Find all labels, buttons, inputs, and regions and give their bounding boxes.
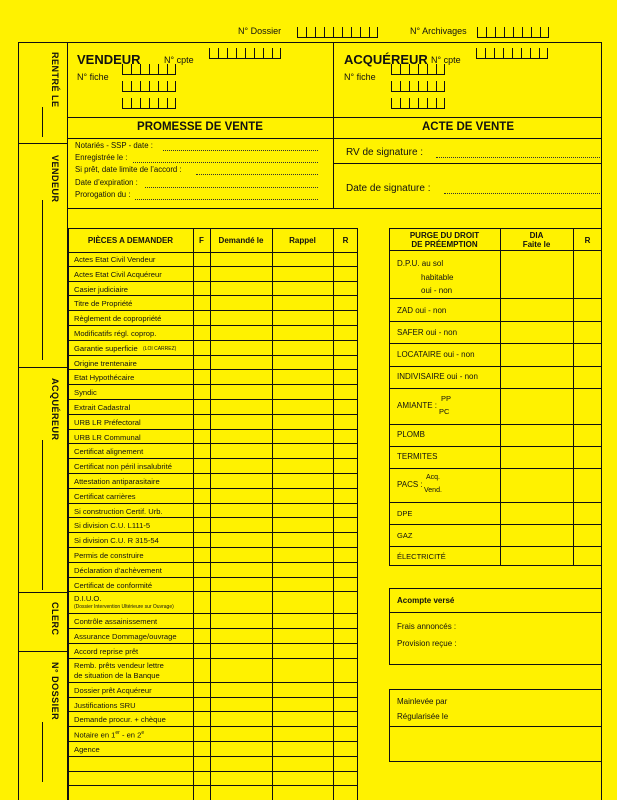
- piece-row[interactable]: [68, 444, 357, 459]
- acquereur-title: ACQUÉREUR: [344, 52, 428, 67]
- piece-label: Déclaration d’achèvement: [74, 565, 162, 575]
- piece-label: Syndic: [74, 388, 97, 398]
- piece-row[interactable]: [68, 326, 357, 341]
- piece-row[interactable]: [68, 712, 357, 727]
- side-label-rentre-le: RENTRÉ LE: [50, 52, 60, 108]
- piece-label: Etat Hypothécaire: [74, 373, 135, 383]
- piece-row[interactable]: [68, 252, 357, 267]
- piece-row[interactable]: [68, 578, 357, 593]
- promesse-input-expiration[interactable]: [145, 187, 318, 188]
- piece-row-diuo[interactable]: [68, 592, 357, 614]
- acte-input-rv[interactable]: [436, 157, 600, 158]
- piece-label: Titre de Propriété: [74, 299, 133, 309]
- piece-row[interactable]: [68, 400, 357, 415]
- side-label-clerc: CLERC: [50, 602, 60, 636]
- purge-pacs: PACS :: [397, 480, 423, 489]
- acte-field-date: Date de signature :: [346, 183, 431, 194]
- piece-label: Certificat de conformité: [74, 580, 153, 590]
- piece-row[interactable]: [68, 385, 357, 400]
- piece-label: Actes Etat Civil Acquéreur: [74, 269, 162, 279]
- vendeur-fiche-boxes-1[interactable]: [122, 64, 176, 75]
- purge-amiante-pc: PC: [439, 407, 450, 416]
- purge-amiante: AMIANTE :: [397, 401, 438, 410]
- piece-label: Si division C.U. L111-5: [74, 521, 151, 531]
- pieces-header-name: PIÈCES A DEMANDER: [87, 236, 174, 245]
- acte-input-date[interactable]: [444, 193, 600, 194]
- piece-label: Notaire en 1er - en 2e: [74, 730, 145, 740]
- piece-row[interactable]: [68, 370, 357, 385]
- piece-label: Certificat alignement: [74, 447, 144, 457]
- piece-row[interactable]: [68, 282, 357, 297]
- piece-note: (Dossier Intervention Ultérieure sur Ouvrage): [74, 604, 174, 611]
- acte-title: ACTE DE VENTE: [421, 121, 514, 133]
- piece-label: Si division C.U. R 315-54: [74, 536, 159, 546]
- pieces-header-rappel: Rappel: [289, 236, 316, 245]
- piece-row[interactable]: [68, 311, 357, 326]
- acompte-frais[interactable]: Frais annoncés :: [397, 622, 457, 631]
- piece-label: Assurance Dommage/ouvrage: [74, 632, 177, 642]
- archivages-number-boxes[interactable]: [477, 27, 549, 38]
- acquereur-cpte-boxes[interactable]: [476, 48, 548, 59]
- promesse-input-prorogation[interactable]: [135, 199, 318, 200]
- promesse-input-ssp[interactable]: [163, 150, 318, 151]
- piece-label: Certificat carrières: [74, 491, 136, 501]
- purge-locataire: LOCATAIRE oui - non: [397, 350, 475, 359]
- piece-label: Règlement de copropriété: [74, 314, 162, 324]
- piece-row-empty[interactable]: [68, 757, 357, 772]
- piece-row[interactable]: [68, 698, 357, 713]
- promesse-field-expiration: Date d’expiration :: [75, 178, 138, 187]
- promesse-input-pret[interactable]: [196, 174, 318, 175]
- purge-termites: TERMITES: [397, 452, 438, 461]
- piece-label: Attestation antiparasitaire: [74, 477, 160, 486]
- piece-label: Permis de construire: [74, 551, 144, 560]
- piece-label: Accord reprise prêt: [74, 647, 139, 656]
- pieces-header-f: F: [199, 236, 204, 245]
- pieces-header-r: R: [342, 236, 349, 245]
- purge-header-main: PURGE DU DROIT DE PRÉEMPTION: [409, 231, 480, 249]
- piece-label: URB LR Préfectoral: [74, 417, 141, 427]
- purge-header-r: R: [584, 236, 591, 245]
- piece-row[interactable]: [68, 518, 357, 533]
- piece-label: Certificat non péril insalubrité: [74, 462, 172, 472]
- piece-label: D.I.U.O.: [74, 594, 102, 604]
- acquereur-fiche-boxes-2[interactable]: [391, 81, 445, 92]
- piece-row[interactable]: [68, 548, 357, 563]
- acquereur-fiche-boxes-3[interactable]: [391, 98, 445, 109]
- vendeur-cpte-label: N° cpte: [164, 55, 194, 65]
- piece-row[interactable]: [68, 563, 357, 578]
- purge-dpe: DPE: [397, 509, 413, 518]
- promesse-field-pret: Si prêt, date limite de l’accord :: [75, 165, 182, 174]
- piece-label: Contrôle assainissement: [74, 617, 158, 627]
- piece-label: Justifications SRU: [74, 700, 136, 710]
- purge-dpu: D.P.U. au sol habitable oui - non: [397, 259, 454, 295]
- piece-row[interactable]: [68, 356, 357, 371]
- piece-row[interactable]: [68, 504, 357, 519]
- piece-row[interactable]: [68, 415, 357, 430]
- acompte-title: Acompte versé: [397, 596, 455, 605]
- mainlevee-regularisee[interactable]: Régularisée le: [397, 712, 449, 721]
- piece-label: Modificatifs régl. coprop.: [74, 329, 157, 338]
- piece-row[interactable]: [68, 742, 357, 757]
- side-label-dossier: N° DOSSIER: [50, 662, 60, 721]
- promesse-field-enregistree: Enregistrée le :: [75, 153, 128, 162]
- purge-indivisaire: INDIVISAIRE oui - non: [397, 372, 478, 381]
- piece-row[interactable]: [68, 644, 357, 659]
- piece-row-notaire[interactable]: [68, 727, 357, 742]
- piece-row[interactable]: [68, 341, 357, 356]
- piece-label: Demande procur. + chèque: [74, 715, 166, 725]
- acte-field-rv: RV de signature :: [346, 147, 424, 158]
- purge-safer: SAFER oui - non: [397, 328, 458, 337]
- piece-label: Extrait Cadastral: [74, 403, 131, 412]
- piece-label: Si construction Certif. Urb.: [74, 506, 163, 516]
- purge-header-dia: DIA Faite le: [522, 231, 551, 249]
- piece-label: Origine trentenaire: [74, 358, 137, 368]
- vendeur-cpte-boxes[interactable]: [209, 48, 281, 59]
- vendeur-fiche-label: N° fiche: [77, 72, 109, 82]
- piece-row[interactable]: [68, 683, 357, 698]
- promesse-field-prorogation: Prorogation du :: [75, 190, 131, 199]
- acquereur-fiche-boxes-1[interactable]: [391, 64, 445, 75]
- acquereur-fiche-label: N° fiche: [344, 72, 376, 82]
- piece-label: URB LR Communal: [74, 432, 141, 442]
- purge-zad: ZAD oui - non: [397, 306, 447, 315]
- piece-row[interactable]: [68, 296, 357, 311]
- promesse-input-enregistree[interactable]: [133, 162, 318, 163]
- piece-row[interactable]: [68, 533, 357, 548]
- piece-row[interactable]: [68, 267, 357, 282]
- piece-row[interactable]: [68, 614, 357, 629]
- side-label-acquereur: ACQUÉREUR: [50, 378, 60, 441]
- piece-row[interactable]: [68, 474, 357, 489]
- purge-amiante-pp: PP: [441, 394, 452, 403]
- piece-label: Garantie superficie: [74, 343, 138, 353]
- pieces-header-demande: Demandé le: [218, 236, 264, 245]
- dossier-label: N° Dossier: [238, 26, 282, 36]
- piece-note: (LOI CARREZ): [143, 345, 177, 352]
- mainlevee-par[interactable]: Mainlevée par: [397, 697, 448, 706]
- piece-label: Casier judiciaire: [74, 284, 129, 294]
- purge-plomb: PLOMB: [397, 430, 426, 439]
- piece-label: Agence: [74, 745, 100, 754]
- piece-row[interactable]: [68, 459, 357, 474]
- purge-electricite: ÉLECTRICITÉ: [397, 552, 446, 561]
- piece-row-empty[interactable]: [68, 772, 357, 787]
- piece-label: de situation de la Banque: [74, 670, 160, 680]
- vendeur-fiche-boxes-3[interactable]: [122, 98, 176, 109]
- vendeur-title: VENDEUR: [77, 52, 141, 67]
- purge-pacs-acq: Acq.: [426, 474, 441, 481]
- purge-gaz: GAZ: [397, 531, 413, 540]
- acompte-provision[interactable]: Provision reçue :: [397, 639, 457, 648]
- piece-row[interactable]: [68, 629, 357, 644]
- promesse-title: PROMESSE DE VENTE: [137, 121, 263, 133]
- piece-row[interactable]: [68, 489, 357, 504]
- archivages-label: N° Archivages: [410, 26, 467, 36]
- side-label-vendeur: VENDEUR: [50, 155, 60, 203]
- promesse-field-ssp: Notariés - SSP - date :: [75, 141, 153, 150]
- piece-label: Actes Etat Civil Vendeur: [74, 255, 156, 264]
- piece-row[interactable]: [68, 430, 357, 445]
- dossier-number-boxes[interactable]: [297, 27, 378, 38]
- piece-row-remb[interactable]: [68, 659, 357, 683]
- acquereur-cpte-label: N° cpte: [431, 55, 461, 65]
- vendeur-fiche-boxes-2[interactable]: [122, 81, 176, 92]
- purge-pacs-vend: Vend.: [424, 487, 442, 494]
- piece-label: Dossier prêt Acquéreur: [74, 685, 152, 695]
- piece-label: Remb. prêts vendeur lettre: [74, 660, 164, 670]
